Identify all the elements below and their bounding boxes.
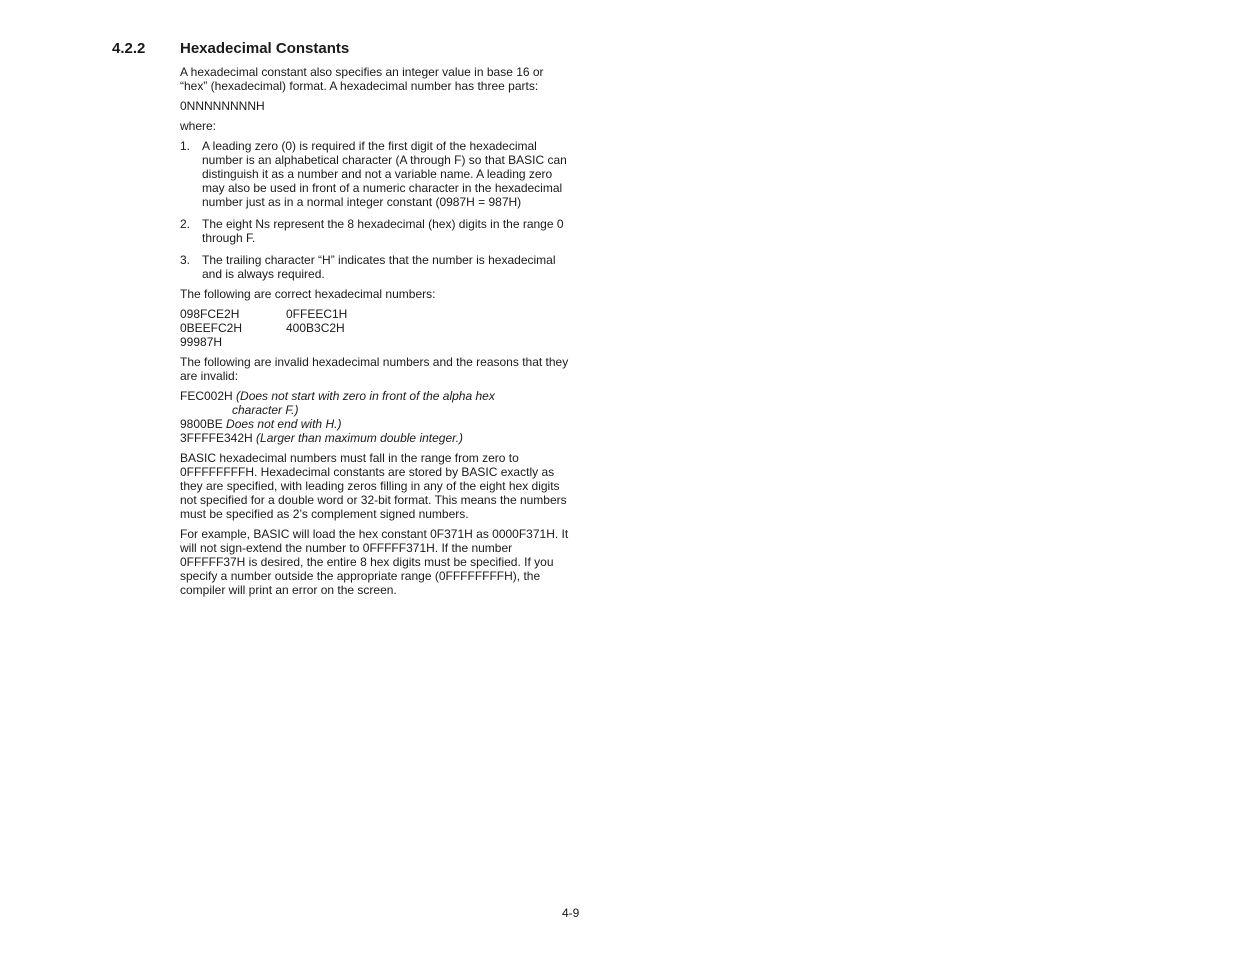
invalid-value: 3FFFFE342H <box>180 431 253 445</box>
invalid-reason: (Does not start with zero in front of the alpha hex <box>236 389 495 403</box>
example-paragraph: For example, BASIC will load the hex constant 0F371H as 0000F371H. It will not sign-extend the number to 0FFFFF371H. If the number 0FFFFF37H is desired, the entire 8 hex digits must be specified. If you specify a number outside the appropriate range (0FFFFFFFFH), the compiler will print an error on the screen. <box>180 527 569 597</box>
section-title: Hexadecimal Constants <box>180 40 350 57</box>
table-cell <box>286 335 570 349</box>
invalid-reason: character F.) <box>232 403 299 417</box>
hex-format: 0NNNNNNNNH <box>180 99 265 113</box>
invalid-example <box>180 431 570 445</box>
list-item-text: The eight Ns represent the 8 hexadecimal (hex) digits in the range 0 through F. <box>202 217 564 245</box>
page-number: 4-9 <box>562 906 580 920</box>
invalid-reason-continued <box>180 403 570 417</box>
correct-intro: The following are correct hexadecimal numbers: <box>180 287 436 301</box>
where-label: where: <box>180 119 217 133</box>
list-item <box>180 253 570 281</box>
section-body <box>180 65 570 603</box>
list-item-text: The trailing character “H” indicates that the number is hexadecimal and is always required. <box>202 253 556 281</box>
invalid-example <box>180 389 570 403</box>
table-row <box>180 321 570 335</box>
table-row <box>180 307 570 321</box>
table-cell: 098FCE2H <box>180 307 240 321</box>
table-cell: 99987H <box>180 335 223 349</box>
range-paragraph: BASIC hexadecimal numbers must fall in the range from zero to 0FFFFFFFFH. Hexadecimal constants are stored by BASIC exactly as they are specified, with leading zeros filling in any of the eight hex digits not specified for a double word or 32-bit format. This means the numbers must be specified as 2’s complement signed numbers. <box>180 451 567 521</box>
list-item-text: A leading zero (0) is required if the first digit of the hexadecimal number is an alphabetical character (A through F) so that BASIC can distinguish it as a number and not a variable name. A leading zero may also be used in front of a numeric character in the hexadecimal number just as in a normal integer constant (0987H = 987H) <box>202 139 567 209</box>
invalid-examples <box>180 389 570 445</box>
parts-list <box>180 139 570 281</box>
table-cell: 0BEEFC2H <box>180 321 243 335</box>
intro-paragraph: A hexadecimal constant also specifies an integer value in base 16 or “hex” (hexadecimal) format. A hexadecimal number has three parts: <box>180 65 544 93</box>
invalid-intro: The following are invalid hexadecimal numbers and the reasons that they are invalid: <box>180 355 569 383</box>
invalid-example <box>180 417 570 431</box>
list-item-number: 1. <box>180 139 191 153</box>
list-item-number: 3. <box>180 253 191 267</box>
table-row <box>180 335 570 349</box>
invalid-reason: Does not end with H.) <box>226 417 342 431</box>
invalid-value: 9800BE <box>180 417 223 431</box>
section-number: 4.2.2 <box>112 40 146 57</box>
list-item <box>180 139 570 209</box>
correct-examples-table <box>180 307 570 349</box>
invalid-reason: (Larger than maximum double integer.) <box>256 431 464 445</box>
invalid-value: FEC002H <box>180 389 233 403</box>
list-item <box>180 217 570 245</box>
list-item-number: 2. <box>180 217 191 231</box>
table-cell: 0FFEEC1H <box>286 307 348 321</box>
table-cell: 400B3C2H <box>286 321 345 335</box>
